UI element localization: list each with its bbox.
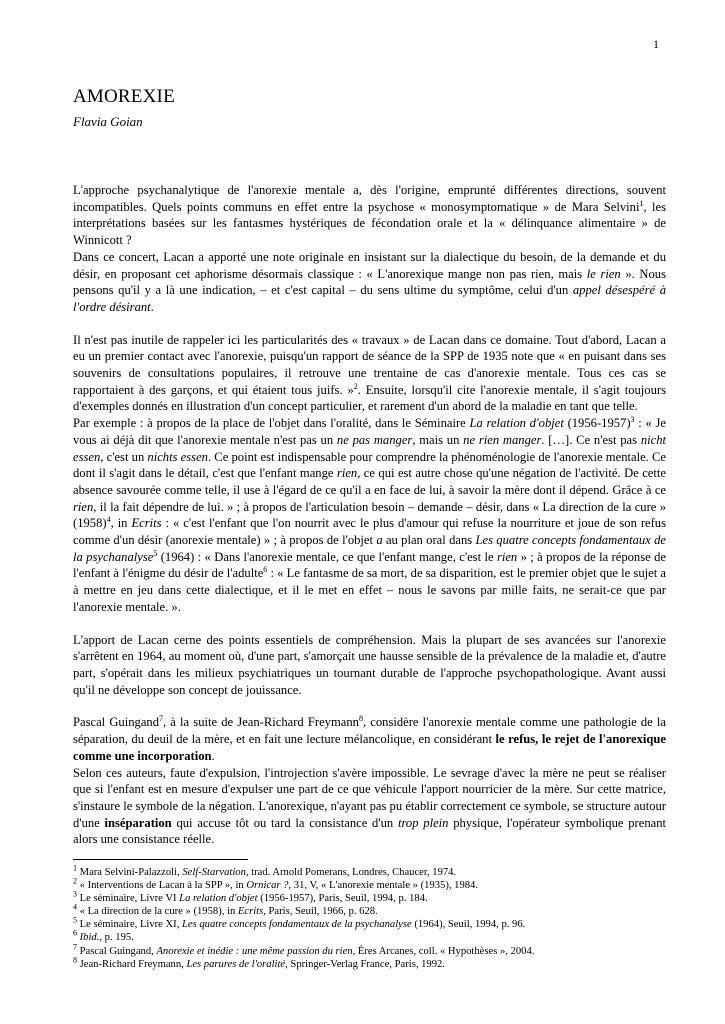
- footnote-ref: 2: [353, 381, 358, 391]
- text-run: , 31, V, « L'anorexie mentale » (1935), 1984.: [288, 880, 478, 892]
- footnote-3: [73, 889, 666, 905]
- paragraph-intro: [73, 182, 666, 249]
- text-run: Jean-Richard Freymann,: [77, 958, 187, 970]
- text-run: , il la fait dépendre de lui. » ; à propos de l'articulation besoin – demande – désir, dans « La direction de la cure » (1958): [73, 499, 666, 531]
- italic-text: Ecrits: [237, 906, 264, 918]
- text-run: au plan oral dans: [382, 533, 476, 548]
- footnote-ref: 3: [73, 889, 77, 899]
- text-run: . Ensuite, lorsqu'il cite l'anorexie mentale, il s'agit toujours d'exemples donnés en illustration d'un concept particulier, et rarement d'un abord de la maladie en tant que telle.: [73, 382, 666, 414]
- footnote-ref: 4: [73, 902, 77, 912]
- text-run: physique, l'opérateur symbolique prenant alors une consistance réelle.: [73, 815, 667, 847]
- italic-text: ne rien manger: [463, 432, 542, 447]
- text-run: qui accuse tôt ou tard la consistance d'un: [171, 815, 398, 830]
- footnote-8: [73, 955, 666, 971]
- italic-text: rien: [336, 466, 358, 481]
- footnotes: [73, 863, 666, 971]
- italic-text: ne pas manger: [336, 432, 413, 447]
- text-run: » ; à propos de la réponse de l'enfant à l'énigme du désir de l'adulte: [73, 549, 666, 581]
- text-run: . Ce point est indispensable pour comprendre la phénoménologie de l'anorexie mentale. Ce dont il s'agit dans le détail, c'est que l'enfant mange: [73, 449, 666, 481]
- italic-text: trop plein: [398, 815, 449, 830]
- italic-text: Ecrits: [131, 516, 162, 531]
- italic-text: rien: [73, 499, 94, 514]
- text-run: Pascal Guingand: [73, 715, 159, 730]
- text-run: Le séminaire, Livre VI: [77, 893, 180, 905]
- text-run: , considère l'anorexie mentale comme une pathologie de la séparation, du deuil de la mère, et en fait une lecture mélancolique, en considérant: [73, 715, 666, 747]
- text-run: , p. 195.: [99, 932, 134, 944]
- text-run: , Paris, Seuil, 1966, p. 628.: [263, 906, 378, 918]
- footnote-ref: 1: [639, 198, 644, 208]
- italic-text: le rien: [586, 266, 621, 281]
- page-number: 1: [653, 37, 659, 51]
- footnote-ref: 8: [73, 955, 77, 965]
- text-run: , Springer-Verlag France, Paris, 1992.: [285, 958, 445, 970]
- footnote-ref: 1: [73, 863, 77, 873]
- text-run: L'approche psychanalytique de l'anorexie mentale a, dès l'origine, emprunté différentes directions, souvent incompatibles. Quels points communs en effet entre la psychose « monosymptomatique » de Mara Selvini: [73, 183, 666, 214]
- body-text: [73, 182, 666, 848]
- italic-text: Les parures de l'oralité: [186, 958, 286, 970]
- paragraph-lacan-contribution: [73, 632, 666, 699]
- text-run: (1964), Seuil, 1994, p. 96.: [411, 919, 526, 931]
- italic-text: rien: [496, 549, 518, 564]
- italic-text: nicht essen: [73, 432, 666, 464]
- text-run: ». Nous pensons qu'il y a là une indication, – et c'est capital – du sens ultime du symptôme, celui d'un: [73, 266, 666, 298]
- italic-text: appel désespéré à l'ordre désirant: [73, 283, 666, 314]
- italic-text: Les quatre concepts fondamentaux de la psychanalyse: [73, 533, 666, 564]
- paragraph-separation: [73, 765, 666, 849]
- text-run: , Éres Arcanes, coll. « Hypothèses », 2004.: [352, 945, 535, 957]
- footnote-1: [73, 863, 666, 879]
- footnote-4: [73, 902, 666, 918]
- footnote-ref: 8: [358, 714, 363, 724]
- text-run: , ce qui est autre chose qu'une négation de l'activité. De cette absence savourée comme telle, il use à l'égard de ce qu'il a en face de lui, à savoir la mère dont il dépend. Grâce à ce: [73, 466, 666, 497]
- text-run: « La direction de la cure » (1958), in: [77, 906, 238, 918]
- italic-text: Ornicar ?: [246, 880, 289, 892]
- italic-text: Self-Starvation,: [182, 867, 249, 878]
- bold-text: le refus, le rejet de l'anorexique comme une incorporation: [73, 732, 666, 763]
- paragraph-examples: [73, 415, 666, 615]
- text-run: L'apport de Lacan cerne des points essentiels de compréhension. Mais la plupart de ses avancées sur l'anorexie s'arrêtent en 1964, au moment où, d'une part, s'amorçait une hausse sensible de la prévalence de la maladie et, d'autre part, s'opérait dans les milieux psychiatriques un tournant durable de l'approche psychopathologique. Avant aussi qu'il ne développe son concept de jouissance.: [73, 632, 666, 697]
- italic-text: Anorexie et inédie : une même passion du rien: [156, 945, 353, 957]
- text-run: : « Je vous ai déjà dit que l'anorexie mentale n'est pas un: [73, 416, 666, 447]
- text-run: , in: [110, 516, 132, 531]
- document-title: AMOREXIE: [73, 86, 175, 107]
- footnote-ref: 5: [73, 915, 77, 925]
- footnote-ref: 7: [159, 714, 163, 724]
- footnote-ref: 2: [73, 876, 77, 886]
- text-run: , les interprétations basées sur les fantasmes hystériques de fécondation orale et la « délinquance alimentaire » de Winnicott ?: [73, 199, 667, 248]
- footnote-ref: 7: [73, 942, 77, 952]
- text-run: Par exemple : à propos de la place de l'objet dans l'oralité, dans le Séminaire: [73, 416, 470, 431]
- footnote-2: [73, 876, 666, 892]
- text-run: , à la suite de Jean-Richard Freymann: [163, 715, 359, 730]
- italic-text: La relation d'objet: [179, 893, 258, 905]
- text-run: (1964) : « Dans l'anorexie mentale, ce que l'enfant mange, c'est le: [157, 549, 497, 564]
- italic-text: Ibid.: [79, 932, 100, 944]
- bold-text: inséparation: [104, 815, 172, 830]
- italic-text: a: [376, 533, 383, 548]
- text-run: .: [211, 748, 215, 763]
- text-run: : « Le fantasme de sa mort, de sa disparition, est le premier objet que le sujet a à mettre en jeu dans cette dialectique, et il le met en effet – nous le savons par mille faits, ne serait-ce que par l'anorexie mentale. ».: [73, 566, 666, 614]
- italic-text: La relation d'objet: [469, 416, 564, 431]
- footnote-6: [73, 928, 666, 944]
- footnote-7: [73, 942, 666, 958]
- footnote-ref: 4: [106, 515, 111, 525]
- text-run: . […]. Ce n'est pas: [541, 432, 641, 447]
- author-name: Flavia Goian: [73, 114, 143, 129]
- text-run: (1956-1957): [563, 416, 631, 431]
- footnote-divider: [73, 859, 248, 860]
- footnote-ref: 5: [153, 548, 158, 558]
- italic-text: Les quatre concepts fondamentaux de la psychanalyse: [182, 919, 412, 931]
- italic-text: nichts essen: [147, 449, 208, 464]
- text-run: (1956-1957), Paris, Seuil, 1994, p. 184.: [257, 893, 428, 905]
- text-run: Mara Selvini-Palazzoli,: [77, 867, 183, 878]
- text-run: trad. Arnold Pomerans, Londres, Chaucer, 1974.: [248, 867, 457, 878]
- text-run: .: [150, 299, 154, 314]
- footnote-ref: 6: [73, 928, 77, 938]
- footnote-5: [73, 915, 666, 931]
- text-run: Pascal Guingand,: [77, 945, 157, 957]
- text-run: Dans ce concert, Lacan a apporté une note originale en insistant sur la dialectique du besoin, de la demande et du désir, en proposant cet aphorisme désormais classique : « L'anorexique mange non pas rien, mais: [73, 249, 666, 281]
- text-run: , mais un: [412, 432, 464, 447]
- text-run: Il n'est pas inutile de rappeler ici les particularités des « travaux » de Lacan dans ce domaine. Tout d'abord, Lacan a eu un premier contact avec l'anorexie, puisqu'un rapport de séance de la SPP de 1935 note que « en puisant dans ses souvenirs de consultations populaires, il retrouve une trentaine de cas d'anorexie mentale. Tous ces cas se rapportaient à des garçons, et qui étaient tous juifs. »: [73, 332, 666, 397]
- text-run: , c'est un: [100, 449, 148, 464]
- text-run: Le séminaire, Livre XI,: [77, 919, 183, 931]
- footnote-ref: 6: [263, 565, 268, 575]
- paragraph-lacan-concert: [73, 249, 666, 316]
- paragraph-guingand: [73, 714, 666, 764]
- text-run: : « c'est l'enfant que l'on nourrit avec le plus d'amour qui refuse la nourriture et joue de son refus comme d'un désir (anorexie mentale) » ; à propos de l'objet: [73, 516, 666, 548]
- text-run: « Interventions de Lacan à la SPP », in: [77, 880, 247, 892]
- footnote-ref: 3: [630, 414, 635, 424]
- text-run: Selon ces auteurs, faute d'expulsion, l'introjection s'avère impossible. Le sevrage d'avec la mère ne peut se réaliser que si l'enfant est en mesure d'expulser une part de ce que véhicule l'apport nourricier de la mère. Sur cette matrice, s'instaure le symbole de la négation. L'anorexique, n'ayant pas pu établir correctement ce symbole, se structure autour d'une: [73, 765, 666, 830]
- paragraph-lacan-works: [73, 332, 666, 416]
